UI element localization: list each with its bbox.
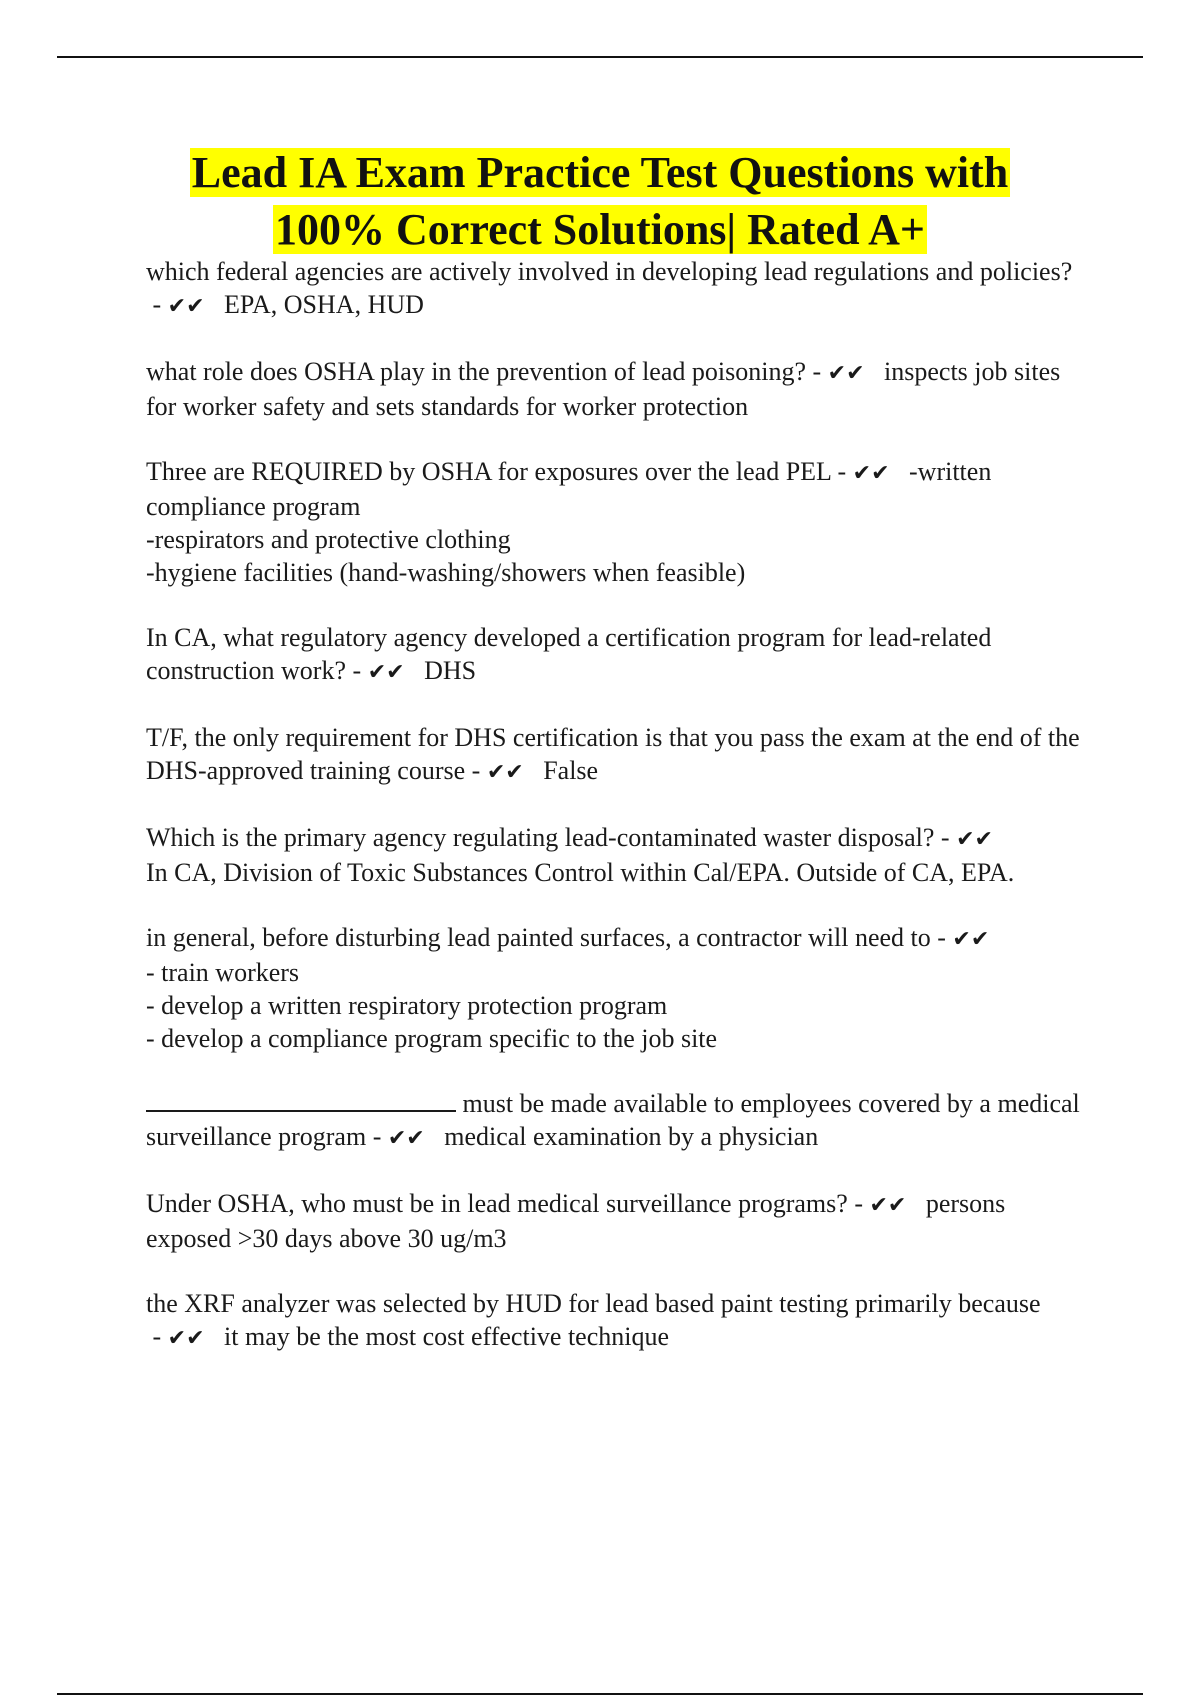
- question-text: the XRF analyzer was selected by HUD for lead based paint testing primarily because: [146, 1289, 1041, 1318]
- double-check-icon: ✔✔: [852, 461, 890, 486]
- qa-item: [146, 621, 1096, 689]
- double-check-icon: ✔✔: [387, 1126, 425, 1151]
- qa-item: [146, 1187, 1096, 1255]
- separator: -: [830, 457, 853, 486]
- answer-text: inspects job sites for worker safety and sets standards for worker protection: [146, 357, 1061, 421]
- answer-text: persons exposed >30 days above 30 ug/m3: [146, 1189, 1006, 1253]
- answer-text: - train workers - develop a written respiratory protection program - develop a compliance program specific to the job site: [146, 958, 718, 1053]
- answer-text: DHS: [424, 656, 477, 685]
- separator: -: [805, 357, 828, 386]
- double-check-icon: ✔✔: [486, 760, 524, 785]
- question-text: Which is the primary agency regulating lead-contaminated waster disposal?: [146, 823, 935, 852]
- document-header: [57, 144, 1143, 258]
- question-text: Three are REQUIRED by OSHA for exposures over the lead PEL: [146, 457, 831, 486]
- question-text: which federal agencies are actively involved in developing lead regulations and policies?: [146, 257, 1073, 286]
- title-line-1: Lead IA Exam Practice Test Questions with: [191, 148, 1009, 197]
- qa-item: [146, 821, 1096, 889]
- answer-text: medical examination by a physician: [444, 1122, 819, 1151]
- double-check-icon: ✔✔: [167, 294, 205, 319]
- top-rule: [57, 56, 1143, 58]
- answer-text: EPA, OSHA, HUD: [224, 290, 424, 319]
- double-check-icon: ✔✔: [167, 1326, 205, 1351]
- qa-item: [146, 255, 1096, 323]
- question-text: Under OSHA, who must be in lead medical surveillance programs?: [146, 1189, 848, 1218]
- title-line-2: 100% Correct Solutions| Rated A+: [275, 205, 925, 254]
- document-title: [57, 144, 1143, 258]
- qa-item: [146, 1087, 1096, 1155]
- separator: -: [934, 823, 957, 852]
- separator: -: [146, 1322, 168, 1351]
- question-text: In CA, what regulatory agency developed a certification program for lead-related construction work?: [146, 623, 992, 685]
- qa-item: [146, 721, 1096, 789]
- bottom-rule: [57, 1693, 1143, 1695]
- qa-item: [146, 921, 1096, 1055]
- double-check-icon: ✔✔: [367, 660, 405, 685]
- separator: -: [146, 290, 168, 319]
- separator: -: [847, 1189, 870, 1218]
- separator: -: [366, 1122, 388, 1151]
- qa-item: [146, 455, 1096, 589]
- separator: -: [346, 656, 368, 685]
- answer-text: False: [543, 756, 599, 785]
- answer-text: -written compliance program -respirators and protective clothing -hygiene facilities (hand-washing/showers when feasible): [146, 457, 992, 587]
- separator: -: [930, 923, 953, 952]
- separator: -: [465, 756, 487, 785]
- question-text: in general, before disturbing lead painted surfaces, a contractor will need to: [146, 923, 931, 952]
- answer-text: it may be the most cost effective technique: [224, 1322, 670, 1351]
- double-check-icon: ✔✔: [869, 1193, 907, 1218]
- qa-item: [146, 1287, 1096, 1355]
- question-text: what role does OSHA play in the prevention of lead poisoning?: [146, 357, 806, 386]
- question-text: must be made available to employees covered by a medical surveillance program: [146, 1089, 1080, 1151]
- qa-item: [146, 355, 1096, 423]
- double-check-icon: ✔✔: [827, 361, 865, 386]
- qa-list: [146, 255, 1096, 1387]
- double-check-icon: ✔✔: [956, 827, 993, 852]
- fill-in-blank: [146, 1088, 456, 1112]
- answer-text: In CA, Division of Toxic Substances Control within Cal/EPA. Outside of CA, EPA.: [146, 858, 1015, 887]
- double-check-icon: ✔✔: [952, 927, 990, 952]
- question-text: T/F, the only requirement for DHS certification is that you pass the exam at the end of the DHS-approved training course: [146, 723, 1080, 785]
